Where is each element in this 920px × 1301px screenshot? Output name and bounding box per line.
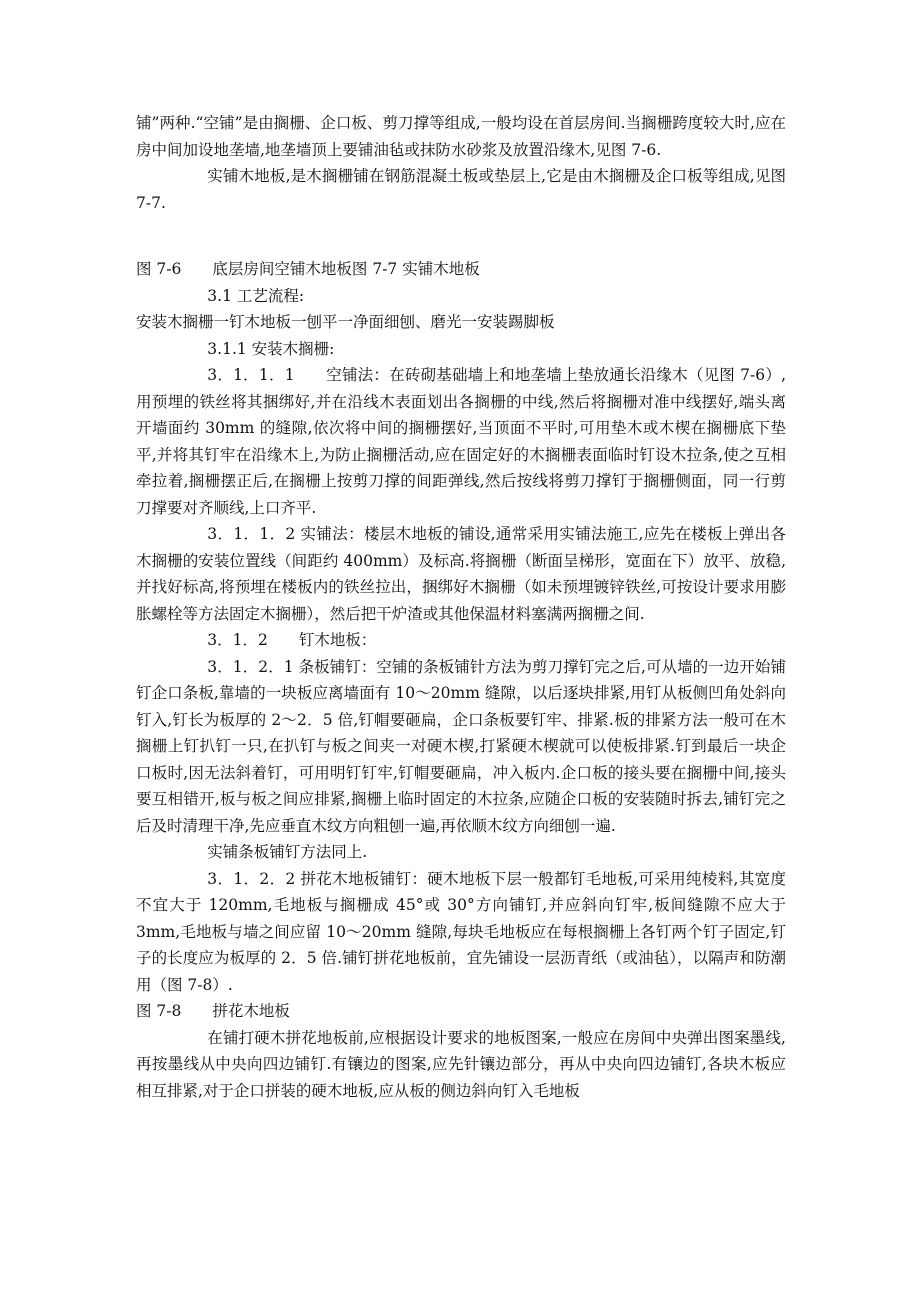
paragraph-3-1-2-1: 3．1．2．1 条板铺钉：空铺的条板铺针方法为剪刀撑钉完之后,可从墙的一边开始铺钉企口条板,靠墙的一块板应离墙面有 10～20mm 缝隙，以后逐块排紧,用钉从板侧凹角处斜向钉入,钉长为板厚的 2～2．5 倍,钉帽要砸扁，企口条板要钉牢、排紧.板的排紧方法一般可在木搁栅上钉扒钉一只,在扒钉与板之间夹一对硬木楔,打紧硬木楔就可以使板排紧.钉到最后一块企口板时,因无法斜着钉，可用明钉钉牢,钉帽要砸扁，冲入板内.企口板的接头要在搁栅中间,接头要互相错开,板与板之间应排紧,搁栅上临时固定的木拉条,应随企口板的安装随时拆去,铺钉完之后及时清理干净,先应垂直木纹方向粗刨一遍,再依顺木纹方向细刨一遍. [136,657,786,835]
figure-gap [136,216,786,256]
heading-3-1-2: 3．1．2 钉木地板： [207,631,377,649]
figure-caption-7-8: 图 7-8 拼花木地板 [136,1002,290,1020]
paragraph-pinhua: 在铺打硬木拼花地板前,应根据设计要求的地板图案,一般应在房间中央弹出图案墨线,再按墨线从中央向四边铺钉.有镶边的图案,应先针镶边部分，再从中央向四边铺钉,各块木板应相互排紧,对于企口拼装的硬木地板,应从板的侧边斜向钉入毛地板 [136,1028,786,1100]
heading-3-1-1: 3.1.1 安装木搁栅: [207,339,335,358]
paragraph-3-1-2-2: 3．1．2．2 拼花木地板铺钉：硬木地板下层一般都钉毛地板,可采用纯棱料,其宽度不宜大于 120mm,毛地板与搁栅成 45°或 30°方向铺钉,并应斜向钉牢,板间缝隙不应大于 3mm,毛地板与墙之间应留 10～20mm 缝隙,每块毛地板应在每根搁栅上各钉两个钉子固定,钉子的长度应为板厚的 2．5 倍.铺钉拼花地板前，宜先铺设一层沥青纸（或油毡），以隔声和防潮用（图 7-8）. [136,869,786,994]
heading-3-1: 3.1 工艺流程: [207,286,305,305]
paragraph-shipu-same: 实铺条板铺钉方法同上. [207,843,368,861]
figure-caption-7-6-7-7: 图 7-6 底层房间空铺木地板图 7-7 实铺木地板 [136,260,480,278]
paragraph-kongpu-intro: 铺”两种.“空铺”是由搁栅、企口板、剪刀撑等组成,一般均设在首层房间.当搁栅跨度较大时,应在房中间加设地垄墙,地垄墙顶上要铺油毡或抹防水砂浆及放置沿缘木,见图 7-6. [136,114,786,159]
document-page [136,110,786,1104]
paragraph-3-1-1-2: 3．1．1．2 实铺法：楼层木地板的铺设,通常采用实铺法施工,应先在楼板上弹出各木搁栅的安装位置线（间距约 400mm）及标高.将搁栅（断面呈梯形，宽面在下）放平、放稳,并找好标高,将预埋在楼板内的铁丝拉出，捆绑好木搁栅（如未预埋镀锌铁丝,可按设计要求用膨胀螺栓等方法固定木搁栅），然后把干炉渣或其他保温材料塞满两搁栅之间. [136,525,786,623]
process-flow: 安装木搁栅一钉木地板一刨平一净面细刨、磨光一安装踢脚板 [136,313,555,331]
paragraph-3-1-1-1: 3．1．1．1 空铺法：在砖砌基础墙上和地垄墙上垫放通长沿缘木（见图 7-6）,用预埋的铁丝将其捆绑好,并在沿线木表面划出各搁栅的中线,然后将搁栅对准中线摆好,端头离开墙面约 30mm 的缝隙,依次将中间的搁栅摆好,当顶面不平时,可用垫木或木楔在搁栅底下垫平,并将其钉牢在沿缘木上,为防止搁栅活动,应在固定好的木搁栅表面临时钉设木拉条,使之互相牵拉着,搁栅摆正后,在搁栅上按剪刀撑的间距弹线,然后按线将剪刀撑钉于搁栅侧面，同一行剪刀撑要对齐顺线,上口齐平. [136,366,786,517]
paragraph-shipu-intro: 实铺木地板,是木搁栅铺在钢筋混凝土板或垫层上,它是由木搁栅及企口板等组成,见图 7-7. [136,167,786,212]
